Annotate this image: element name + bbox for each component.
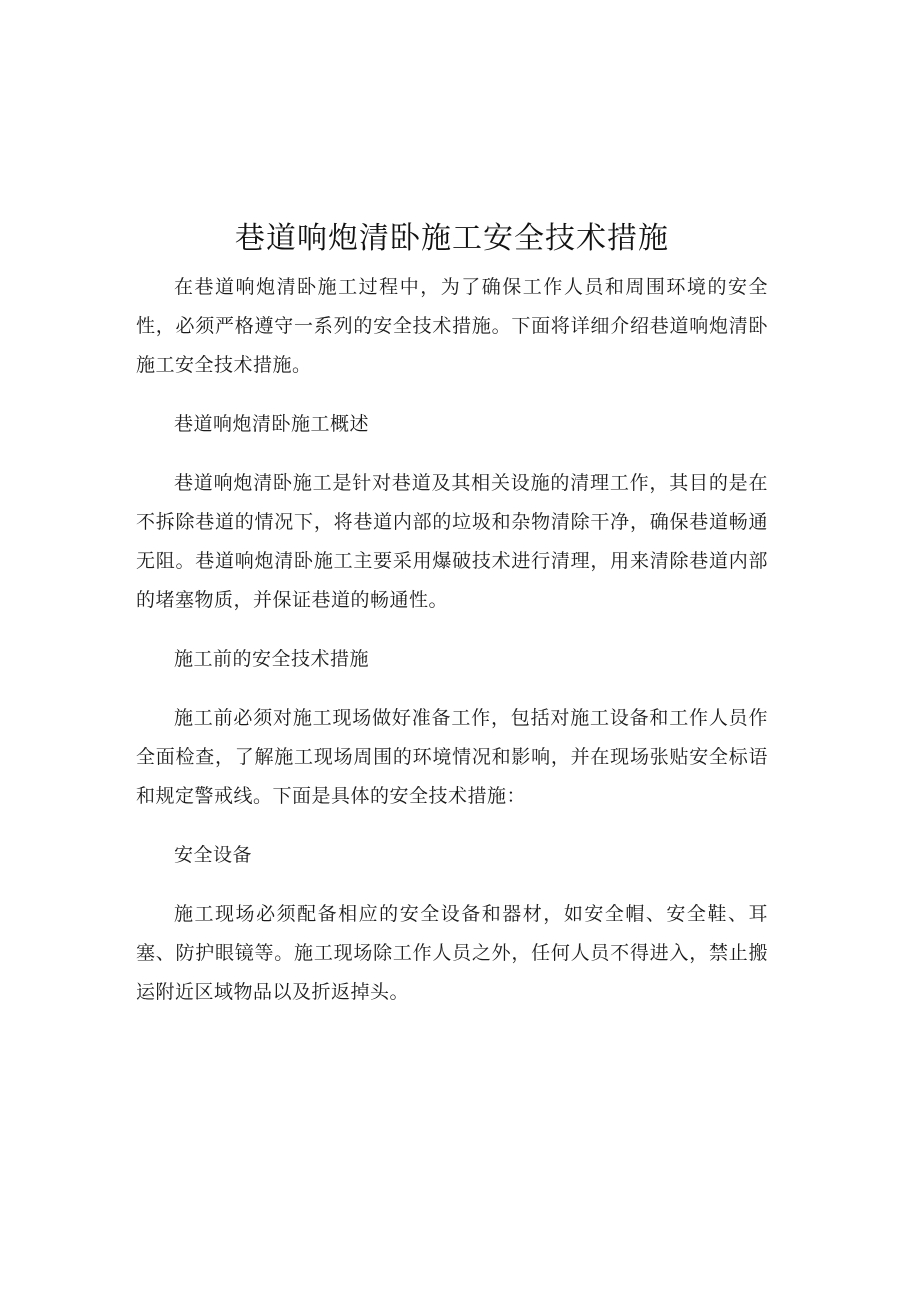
document-title: 巷道响炮清卧施工安全技术措施 [235,221,669,256]
section-heading-safety-equipment: 安全设备 [174,844,253,866]
section-body-safety-equipment: 施工现场必须配备相应的安全设备和器材，如安全帽、安全鞋、耳塞、防护眼镜等。施工现场除工作人员之外，任何人员不得进入，禁止搬运附近区域物品以及折返掉头。 [136,903,768,1003]
intro-paragraph: 在巷道响炮清卧施工过程中，为了确保工作人员和周围环境的安全性，必须严格遵守一系列的安全技术措施。下面将详细介绍巷道响炮清卧施工安全技术措施。 [136,276,768,376]
document-page [136,218,768,1032]
section-heading-overview: 巷道响炮清卧施工概述 [174,413,370,435]
section-heading-pre-construction: 施工前的安全技术措施 [174,648,370,670]
section-body-pre-construction: 施工前必须对施工现场做好准备工作，包括对施工设备和工作人员作全面检查，了解施工现场周围的环境情况和影响，并在现场张贴安全标语和规定警戒线。下面是具体的安全技术措施： [136,707,768,807]
section-body-overview: 巷道响炮清卧施工是针对巷道及其相关设施的清理工作，其目的是在不拆除巷道的情况下，将巷道内部的垃圾和杂物清除干净，确保巷道畅通无阻。巷道响炮清卧施工主要采用爆破技术进行清理，用来清除巷道内部的堵塞物质，并保证巷道的畅通性。 [136,472,768,611]
